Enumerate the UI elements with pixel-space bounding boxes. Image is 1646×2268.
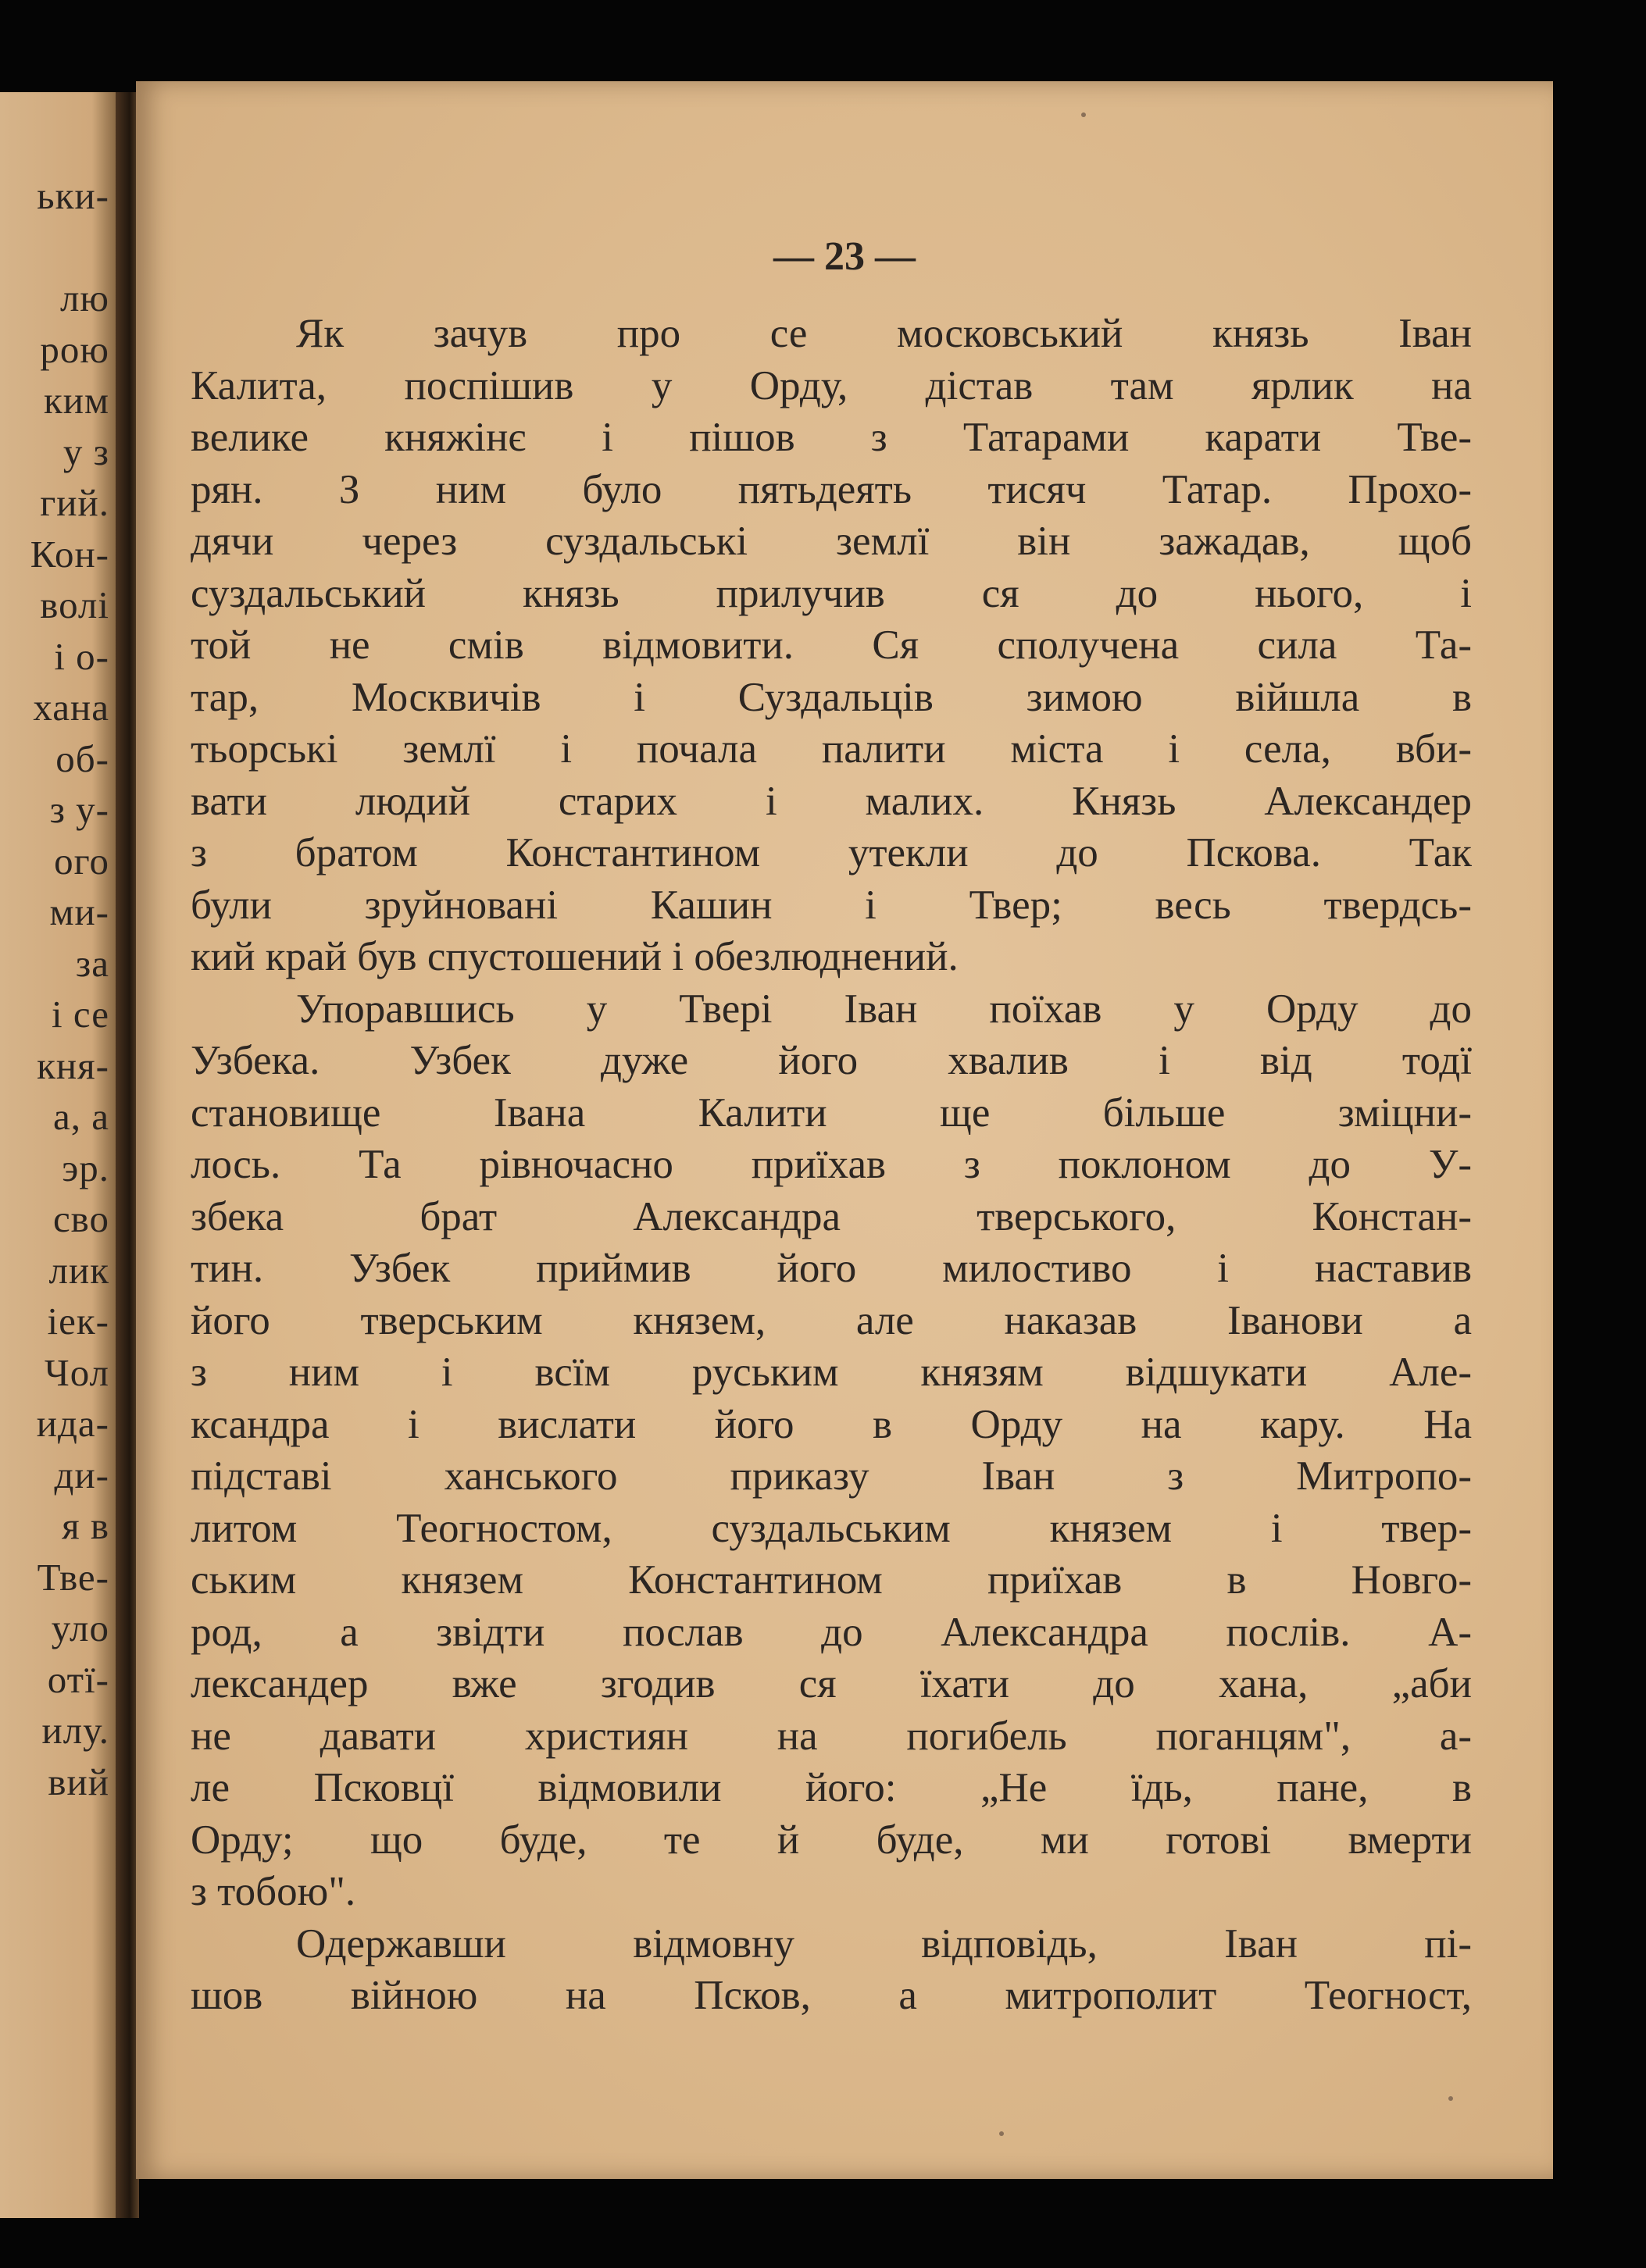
text-line: не давати християн на погибель поганцям", а- (191, 1713, 1472, 1759)
book-page (136, 81, 1553, 2179)
left-page-fragment: сво (52, 1197, 109, 1240)
text-line: лось. Та рівночасно приїхав з поклоном до У- (191, 1142, 1472, 1187)
text-line: тар, Москвичів і Суздальців зимою війшла в (191, 674, 1472, 720)
text-line: Як зачув про се московський князь Іван (296, 311, 1472, 356)
left-page-fragment: Тве- (37, 1555, 109, 1599)
left-page-fragment: ми- (49, 890, 109, 933)
left-page-fragment: рою (40, 327, 109, 371)
paragraph (191, 983, 1472, 1918)
text-line: підставі ханського приказу Іван з Митропо- (191, 1453, 1472, 1499)
text-line: з братом Константином утекли до Пскова. Так (191, 830, 1472, 875)
text-line: з ним і всїм руським князям відшукати Але- (191, 1350, 1472, 1395)
paper-speck (999, 2131, 1004, 2136)
text-line: той не смів відмовити. Ся сполучена сила Та- (191, 622, 1472, 668)
left-page-fragment: ьки- (37, 174, 109, 217)
left-page-fragment: ида- (36, 1402, 109, 1445)
text-line: тин. Узбек приймив його милостиво і наставив (191, 1246, 1472, 1291)
left-page-fragment: отї- (47, 1657, 109, 1701)
text-line: дячи через суздальські землї він зажадав, щоб (191, 519, 1472, 564)
text-line: Упоравшись у Твері Іван поїхав у Орду до (296, 986, 1472, 1032)
left-page-fragment: я в (62, 1504, 109, 1547)
text-line: збека брат Александра тверського, Констан- (191, 1193, 1472, 1239)
text-line: род, а звідти послав до Александра послів. А- (191, 1609, 1472, 1655)
left-page-fragment: а, а (53, 1095, 109, 1138)
text-line: суздальський князь прилучив ся до нього, і (191, 570, 1472, 616)
text-line: литом Теогностом, суздальським князем і твер- (191, 1505, 1472, 1551)
text-line: Узбека. Узбек дуже його хвалив і від тодї (191, 1038, 1472, 1083)
text-line: були зруйновані Кашин і Твер; весь твердсь- (191, 882, 1472, 928)
text-line: з тобою". (191, 1869, 356, 1914)
text-line: лександер вже згодив ся їхати до хана, „аби (191, 1661, 1472, 1706)
text-line: ле Псковцї відмовили його: „Не їдь, пане, в (191, 1765, 1472, 1810)
left-page-fragment: эр. (62, 1146, 109, 1189)
left-page-fragment: гий. (40, 481, 109, 524)
text-line: Калита, поспішив у Орду, дістав там ярлик на (191, 362, 1472, 408)
text-line: вати людий старих і малих. Князь Александер (191, 778, 1472, 824)
paper-speck (1448, 2096, 1453, 2101)
left-page-fragment: вий (48, 1760, 109, 1803)
page-body (191, 308, 1472, 2022)
text-line: шов війною на Псков, а митрополит Теогност, (191, 1973, 1472, 2018)
left-page-fragment: у з (62, 430, 109, 473)
text-line: рян. З ним було пятьдеять тисяч Татар. Прохо- (191, 466, 1472, 512)
left-page-fragment: з у- (49, 788, 109, 831)
page-number: — 23 — (773, 234, 916, 279)
text-line: становище Івана Калити ще більше зміцни- (191, 1089, 1472, 1136)
left-page-fragment: і се (52, 993, 109, 1036)
left-page-fragment: ди- (54, 1453, 109, 1496)
left-page-fragment: ого (54, 839, 109, 883)
text-line: ським князем Константином приїхав в Новго- (191, 1557, 1472, 1603)
left-page-fragment: хана (33, 686, 109, 729)
previous-page (0, 92, 131, 2218)
text-line: його тверським князем, але наказав Іванови а (191, 1297, 1472, 1343)
left-page-fragment: Чол (44, 1350, 109, 1394)
text-line: велике княжінє і пішов з Татарами карати Тве- (191, 415, 1472, 460)
paragraph (191, 308, 1472, 983)
paragraph (191, 1918, 1472, 2022)
text-line: ксандра і вислати його в Орду на кару. На (191, 1401, 1472, 1447)
left-page-fragment: уло (51, 1606, 109, 1649)
text-line: кий край був спустошений і обезлюднений. (191, 934, 959, 979)
left-page-fragment: Кон- (30, 532, 109, 576)
text-line: тьорські землї і почала палити міста і села, вби- (191, 726, 1472, 772)
left-page-fragment: іек- (47, 1300, 109, 1343)
left-page-fragment: илу. (41, 1709, 109, 1752)
left-page-fragment: ким (43, 379, 109, 422)
left-page-fragment: і о- (54, 634, 109, 678)
text-line: Орду; що буде, те й буде, ми готові вмерти (191, 1817, 1472, 1863)
left-page-fragment: за (75, 941, 109, 985)
left-page-fragment: лю (59, 276, 109, 319)
left-page-fragment: волі (40, 583, 109, 626)
left-page-fragment: лик (48, 1248, 109, 1292)
left-page-fragment: кня- (37, 1043, 109, 1087)
text-line: Одержавши відмовну відповідь, Іван пі- (296, 1920, 1472, 1967)
left-page-fragment: об- (55, 736, 109, 780)
paper-speck (1081, 112, 1086, 117)
